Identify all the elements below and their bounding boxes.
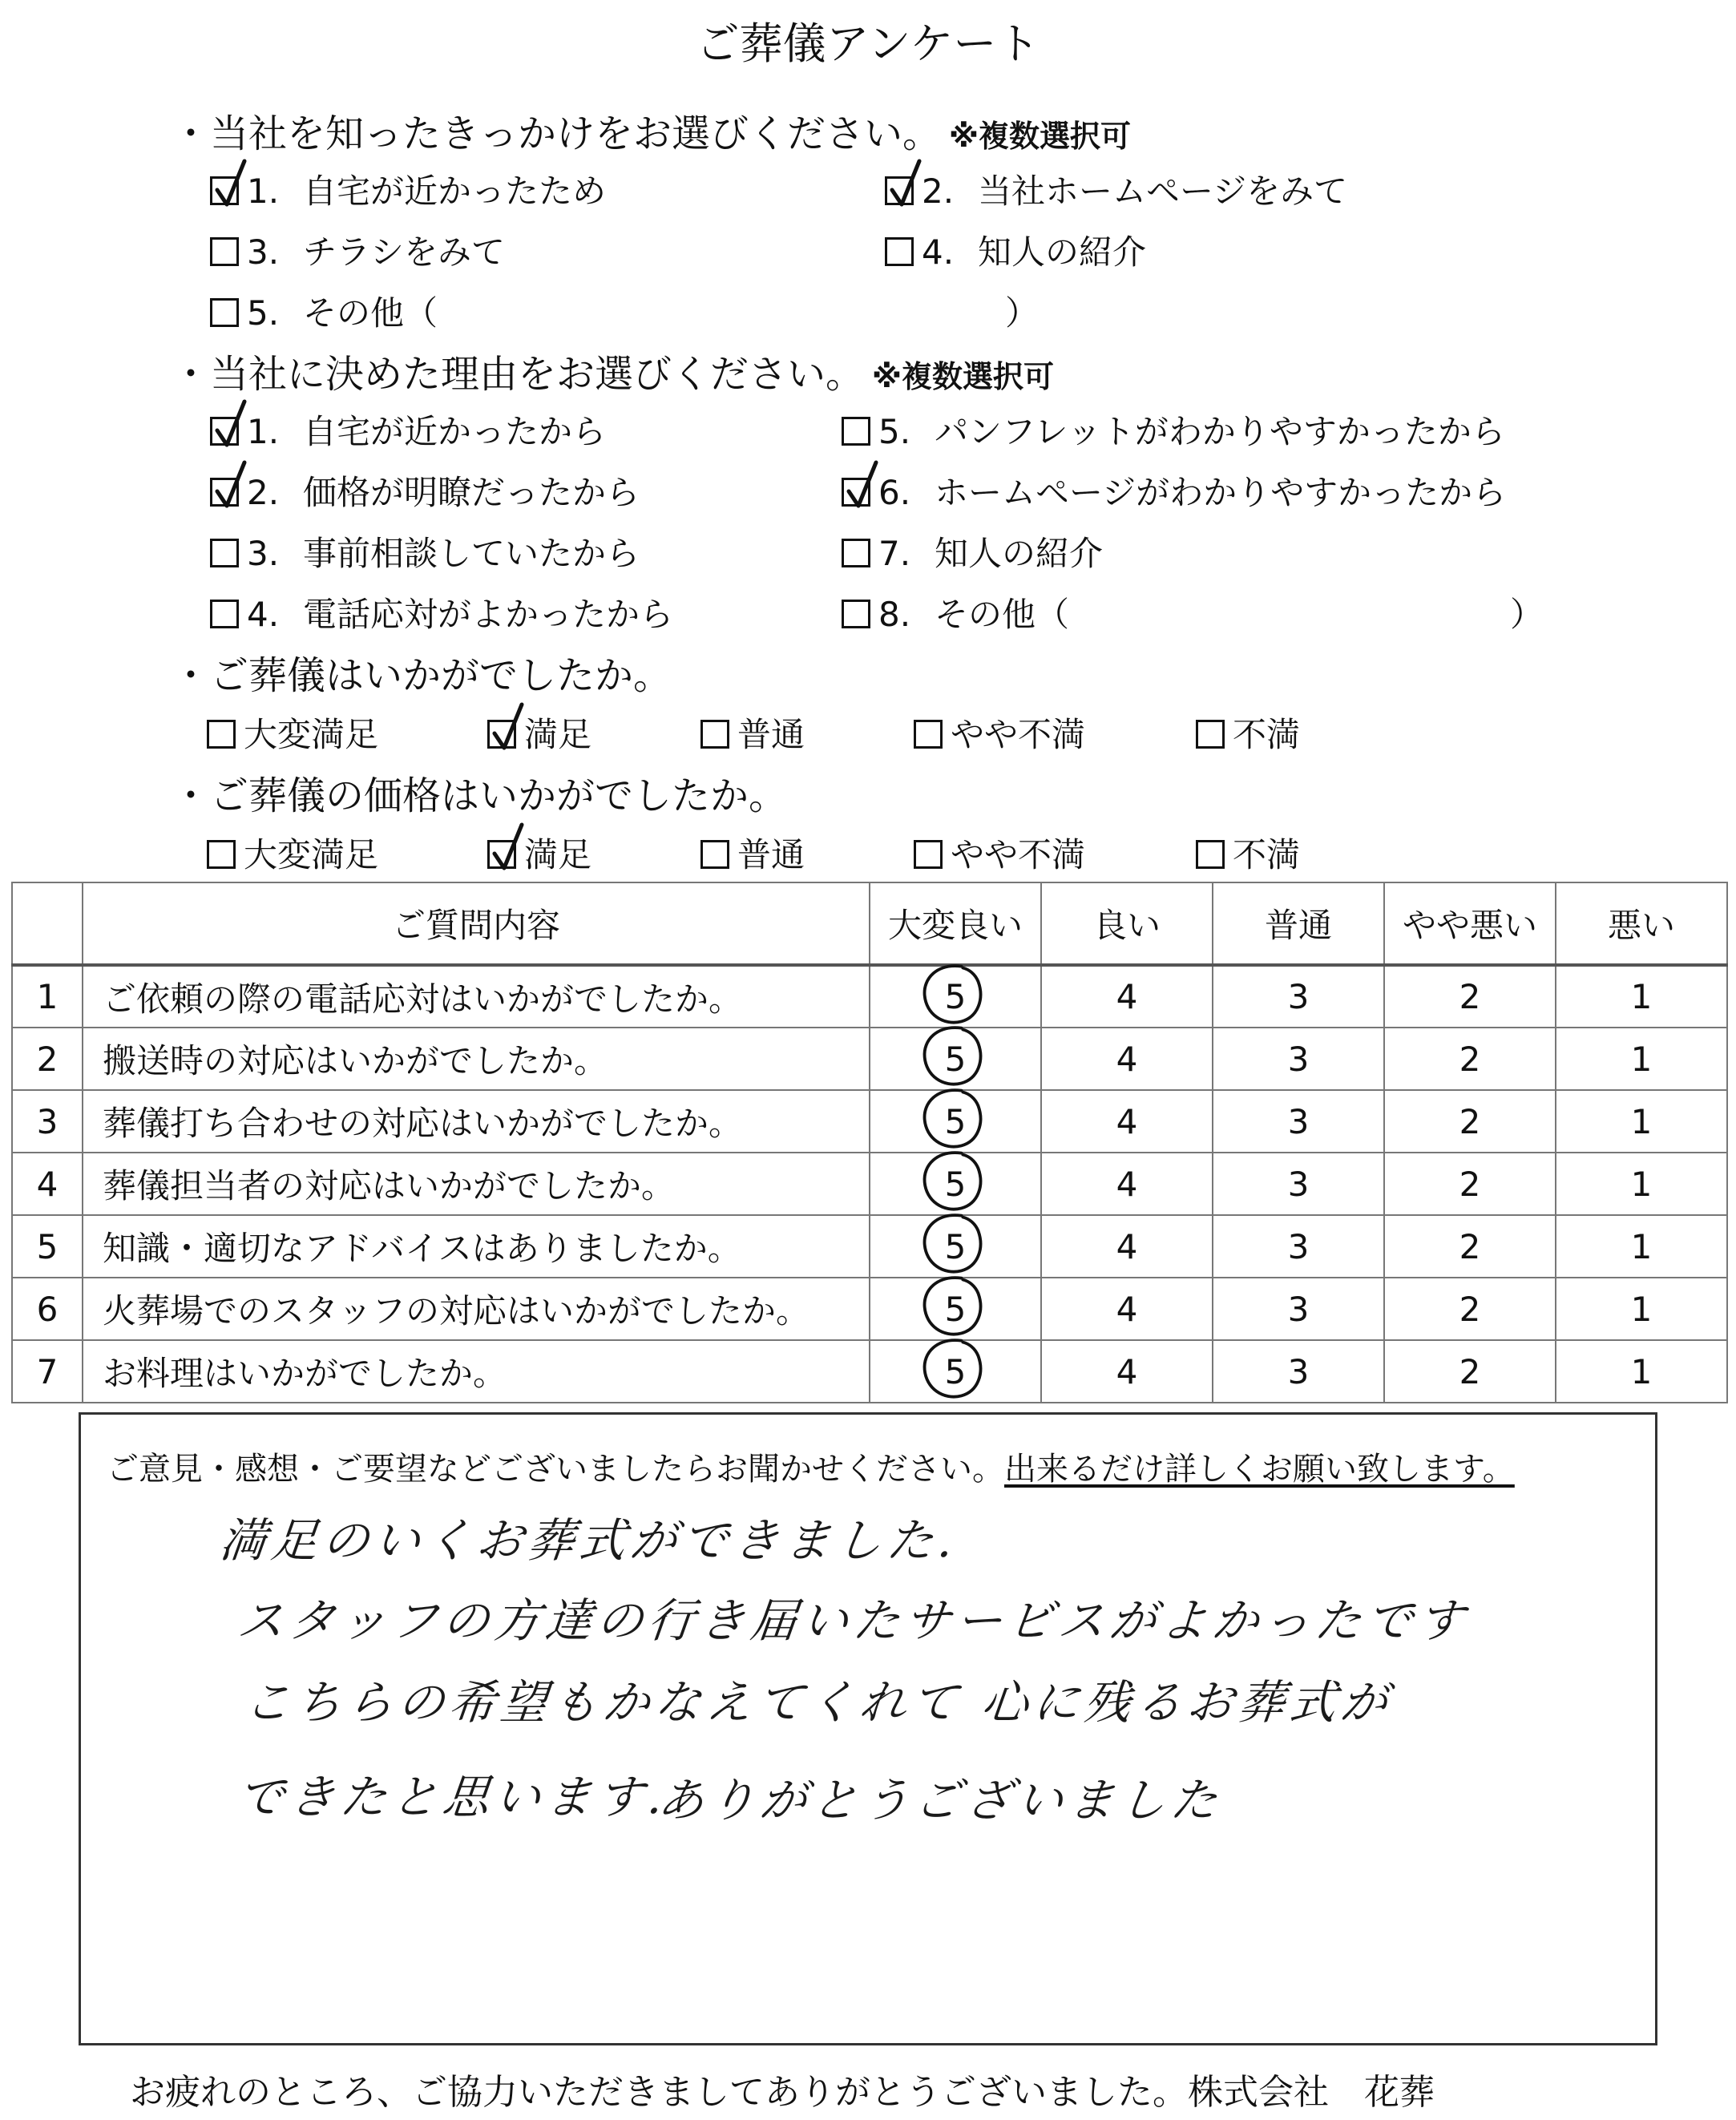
q1-other-close-paren: ）: [1005, 293, 1040, 333]
q3-heading: ・ご葬儀はいかがでしたか。: [172, 653, 672, 698]
q4-option-4-checkbox[interactable]: [914, 840, 943, 869]
rating-value: 3: [1287, 1164, 1310, 1204]
handwritten-line-1: 満足のいくお葬式ができました.: [216, 1513, 961, 1568]
rating-value: 4: [1116, 1226, 1138, 1266]
rating-cell-4[interactable]: [1041, 1215, 1213, 1278]
q2-option-4-checkbox[interactable]: [210, 600, 239, 628]
rating-cell-2[interactable]: [1384, 1153, 1556, 1215]
q1-option-3-label: チラシをみて: [303, 232, 506, 272]
q1-option-5-number: 5.: [247, 293, 280, 333]
q1-note: ※複数選択可: [949, 119, 1131, 154]
q2-option-3-checkbox[interactable]: [210, 539, 239, 567]
q1-option-3-checkbox[interactable]: [210, 237, 239, 266]
row-question: 搬送時の対応はいかがでしたか。: [83, 1028, 870, 1090]
q4-option-1-label: 大変満足: [244, 835, 379, 874]
q1-option-4-number: 4.: [922, 232, 955, 272]
q1-option-2[interactable]: [885, 165, 1347, 213]
q3-option-5-label: 不満: [1233, 715, 1301, 754]
rating-value: 3: [1287, 1351, 1310, 1391]
q1-option-5[interactable]: [210, 287, 438, 335]
q2-option-8[interactable]: [842, 588, 1069, 636]
rating-value: 1: [1630, 1101, 1653, 1141]
rating-value: 5: [944, 1164, 967, 1204]
rating-value: 4: [1116, 1039, 1138, 1079]
rating-cell-3[interactable]: [1213, 1090, 1384, 1153]
table-body: [12, 965, 1727, 1403]
q2-heading-text: ・当社に決めた理由をお選びください。: [172, 352, 865, 397]
q4-option-2-checkbox[interactable]: [487, 840, 516, 869]
q2-option-1-label: 自宅が近かったから: [303, 412, 607, 451]
row-number: 1: [12, 965, 83, 1028]
q2-option-4-label: 電話応対がよかったから: [303, 595, 674, 634]
q3-option-5-checkbox[interactable]: [1196, 720, 1225, 749]
rating-cell-4[interactable]: [1041, 1090, 1213, 1153]
rating-value: 1: [1630, 1039, 1653, 1079]
rating-value: 1: [1630, 1289, 1653, 1329]
q2-option-8-checkbox[interactable]: [842, 600, 870, 628]
q2-option-8-label: その他（: [935, 595, 1070, 634]
q4-option-3[interactable]: [700, 829, 805, 877]
rating-value: 2: [1459, 977, 1481, 1016]
row-question: 知識・適切なアドバイスはありましたか。: [83, 1215, 870, 1278]
q2-option-4[interactable]: [210, 588, 673, 636]
q1-option-4-checkbox[interactable]: [885, 237, 914, 266]
rating-value: 4: [1116, 1101, 1138, 1141]
q1-option-3[interactable]: [210, 226, 505, 274]
q1-option-3-number: 3.: [247, 232, 280, 272]
q1-option-1-number: 1.: [247, 172, 280, 211]
q1-option-4[interactable]: [885, 226, 1146, 274]
table-row: [12, 1090, 1727, 1153]
rating-value: 4: [1116, 1289, 1138, 1329]
rating-value: 5: [944, 1226, 967, 1266]
rating-value: 5: [944, 1101, 967, 1141]
rating-cell-5[interactable]: [870, 1340, 1041, 1403]
q3-option-1-label: 大変満足: [244, 715, 379, 754]
table-row: [12, 1153, 1727, 1215]
rating-value: 1: [1630, 977, 1653, 1016]
q2-option-5-number: 5.: [878, 412, 911, 451]
rating-value: 5: [944, 1351, 967, 1391]
rating-cell-1[interactable]: [1556, 965, 1727, 1028]
rating-table: [11, 882, 1728, 1403]
table-row: [12, 1028, 1727, 1090]
q4-option-5-checkbox[interactable]: [1196, 840, 1225, 869]
table-row: [12, 1340, 1727, 1403]
rating-cell-4[interactable]: [1041, 1028, 1213, 1090]
rating-value: 2: [1459, 1289, 1481, 1329]
q4-option-1-checkbox[interactable]: [207, 840, 236, 869]
rating-cell-1[interactable]: [1556, 1340, 1727, 1403]
rating-value: 2: [1459, 1039, 1481, 1079]
rating-value: 4: [1116, 1164, 1138, 1204]
rating-cell-2[interactable]: [1384, 1278, 1556, 1340]
row-question: 葬儀担当者の対応はいかがでしたか。: [83, 1153, 870, 1215]
rating-value: 1: [1630, 1351, 1653, 1391]
rating-value: 3: [1287, 977, 1310, 1016]
checkmark-icon: [212, 459, 260, 515]
q2-other-close-paren: ）: [1510, 595, 1544, 634]
rating-cell-2[interactable]: [1384, 1340, 1556, 1403]
q2-option-3-label: 事前相談していたから: [303, 534, 640, 573]
row-number: 2: [12, 1028, 83, 1090]
q3-option-3[interactable]: [700, 709, 805, 757]
q2-option-5-checkbox[interactable]: [842, 417, 870, 446]
q2-option-1[interactable]: [210, 406, 606, 454]
row-question: ご依頼の際の電話応対はいかがでしたか。: [83, 965, 870, 1028]
rating-value: 3: [1287, 1101, 1310, 1141]
rating-value: 5: [944, 1039, 967, 1079]
q4-option-2-label: 満足: [524, 835, 592, 874]
rating-cell-2[interactable]: [1384, 965, 1556, 1028]
q4-option-3-label: 普通: [737, 835, 805, 874]
rating-cell-1[interactable]: [1556, 1153, 1727, 1215]
q1-option-1-label: 自宅が近かったため: [303, 172, 607, 211]
handwritten-line-5: ありがとうございました: [654, 1773, 1225, 1827]
rating-cell-1[interactable]: [1556, 1028, 1727, 1090]
q3-option-2[interactable]: [487, 709, 591, 757]
q2-option-1-checkbox[interactable]: [210, 417, 239, 446]
q1-option-2-checkbox[interactable]: [885, 176, 914, 205]
q2-option-8-number: 8.: [878, 595, 911, 634]
q2-option-2-checkbox[interactable]: [210, 478, 239, 507]
comment-prompt-text: ご意見・感想・ご要望などございましたらお聞かせください。: [107, 1451, 1004, 1488]
q4-option-2[interactable]: [487, 829, 591, 877]
rating-cell-3[interactable]: [1213, 965, 1384, 1028]
row-question: 葬儀打ち合わせの対応はいかがでしたか。: [83, 1090, 870, 1153]
handwritten-line-2: スタッフの方達の行き届いたサービスがよかったです: [234, 1593, 1472, 1648]
q2-option-2-label: 価格が明瞭だったから: [303, 473, 640, 512]
q4-option-4-label: やや不満: [951, 835, 1086, 874]
handwritten-line-3: こちらの希望もかなえてくれて 心に残るお葬式が: [240, 1675, 1395, 1730]
table-header-row: [12, 882, 1727, 965]
row-question: 火葬場でのスタッフの対応はいかがでしたか。: [83, 1278, 870, 1340]
checkmark-icon: [887, 158, 935, 214]
q2-option-3-number: 3.: [247, 534, 280, 573]
rating-value: 2: [1459, 1351, 1481, 1391]
q2-option-7-label: 知人の紹介: [935, 534, 1104, 573]
rating-cell-5[interactable]: [870, 1028, 1041, 1090]
q2-option-6-label: ホームページがわかりやすかったから: [935, 473, 1507, 512]
rating-cell-5[interactable]: [870, 1153, 1041, 1215]
rating-cell-5[interactable]: [870, 1090, 1041, 1153]
q2-option-7-number: 7.: [878, 534, 911, 573]
rating-value: 4: [1116, 1351, 1138, 1391]
header-question: ご質問内容: [83, 882, 870, 965]
comment-box[interactable]: [79, 1412, 1657, 2045]
q2-option-5[interactable]: [842, 406, 1505, 454]
row-number: 5: [12, 1215, 83, 1278]
q3-option-4-checkbox[interactable]: [914, 720, 943, 749]
rating-cell-3[interactable]: [1213, 1215, 1384, 1278]
rating-value: 1: [1630, 1226, 1653, 1266]
rating-cell-5[interactable]: [870, 965, 1041, 1028]
comment-prompt: [107, 1444, 1515, 1489]
q4-option-5-label: 不満: [1233, 835, 1301, 874]
q2-option-6-number: 6.: [878, 473, 911, 512]
q3-option-2-label: 満足: [524, 715, 592, 754]
q3-option-4-label: やや不満: [951, 715, 1086, 754]
header-index: [12, 882, 83, 965]
q2-option-7[interactable]: [842, 527, 1103, 575]
q2-option-7-checkbox[interactable]: [842, 539, 870, 567]
q1-option-1-checkbox[interactable]: [210, 176, 239, 205]
footer-text: お疲れのところ、ご協力いただきましてありがとうございました。株式会社 花葬: [130, 2072, 1435, 2113]
checkmark-icon: [490, 701, 538, 757]
checkmark-icon: [212, 158, 260, 214]
row-number: 6: [12, 1278, 83, 1340]
header-scale-4: 良い: [1041, 882, 1213, 965]
q3-option-2-checkbox[interactable]: [487, 720, 516, 749]
q2-option-5-label: パンフレットがわかりやすかったから: [935, 412, 1505, 451]
q2-option-6[interactable]: [842, 466, 1506, 515]
header-scale-5: 大変良い: [870, 882, 1041, 965]
q3-option-5[interactable]: [1196, 709, 1300, 757]
row-number: 7: [12, 1340, 83, 1403]
q4-option-5[interactable]: [1196, 829, 1300, 877]
handwritten-line-4: できたと思います.: [234, 1770, 671, 1824]
q2-option-1-number: 1.: [247, 412, 280, 451]
q2-option-2[interactable]: [210, 466, 640, 515]
q1-option-1[interactable]: [210, 165, 606, 213]
q2-heading: [172, 343, 1054, 398]
rating-cell-1[interactable]: [1556, 1090, 1727, 1153]
q2-option-4-number: 4.: [247, 595, 280, 634]
q3-option-1[interactable]: [207, 709, 378, 757]
header-scale-3: 普通: [1213, 882, 1384, 965]
rating-cell-3[interactable]: [1213, 1153, 1384, 1215]
q2-option-6-checkbox[interactable]: [842, 478, 870, 507]
rating-value: 3: [1287, 1289, 1310, 1329]
q2-note: ※複数選択可: [872, 359, 1054, 394]
q3-option-3-label: 普通: [737, 715, 805, 754]
rating-cell-4[interactable]: [1041, 1340, 1213, 1403]
rating-cell-3[interactable]: [1213, 1278, 1384, 1340]
rating-cell-4[interactable]: [1041, 965, 1213, 1028]
rating-value: 3: [1287, 1039, 1310, 1079]
q3-option-3-checkbox[interactable]: [700, 720, 729, 749]
rating-cell-1[interactable]: [1556, 1215, 1727, 1278]
rating-cell-2[interactable]: [1384, 1028, 1556, 1090]
rating-cell-2[interactable]: [1384, 1215, 1556, 1278]
q4-option-1[interactable]: [207, 829, 378, 877]
page-title: ご葬儀アンケート: [696, 18, 1040, 69]
comment-prompt-emphasis: 出来るだけ詳しくお願い致します。: [1004, 1451, 1515, 1488]
q3-option-4[interactable]: [914, 709, 1085, 757]
row-number: 3: [12, 1090, 83, 1153]
q1-option-5-checkbox[interactable]: [210, 298, 239, 327]
rating-cell-1[interactable]: [1556, 1278, 1727, 1340]
q2-option-2-number: 2.: [247, 473, 280, 512]
rating-value: 2: [1459, 1164, 1481, 1204]
row-question: お料理はいかがでしたか。: [83, 1340, 870, 1403]
rating-cell-4[interactable]: [1041, 1153, 1213, 1215]
q1-option-4-label: 知人の紹介: [978, 232, 1147, 272]
rating-cell-3[interactable]: [1213, 1340, 1384, 1403]
rating-value: 3: [1287, 1226, 1310, 1266]
checkmark-icon: [844, 459, 892, 515]
q1-heading-text: ・当社を知ったきっかけをお選びください。: [172, 111, 942, 156]
rating-cell-3[interactable]: [1213, 1028, 1384, 1090]
table-row: [12, 1215, 1727, 1278]
rating-value: 2: [1459, 1226, 1481, 1266]
rating-value: 5: [944, 1289, 967, 1329]
q2-option-3[interactable]: [210, 527, 640, 575]
q4-heading: ・ご葬儀の価格はいかがでしたか。: [172, 773, 788, 818]
q1-option-5-label: その他（: [303, 293, 438, 333]
rating-value: 2: [1459, 1101, 1481, 1141]
q1-option-2-number: 2.: [922, 172, 955, 211]
rating-value: 4: [1116, 977, 1138, 1016]
rating-cell-2[interactable]: [1384, 1090, 1556, 1153]
row-number: 4: [12, 1153, 83, 1215]
header-scale-1: 悪い: [1556, 882, 1727, 965]
rating-cell-5[interactable]: [870, 1215, 1041, 1278]
header-scale-2: やや悪い: [1384, 882, 1556, 965]
q3-option-1-checkbox[interactable]: [207, 720, 236, 749]
table-row: [12, 1278, 1727, 1340]
checkmark-icon: [212, 398, 260, 454]
q4-option-3-checkbox[interactable]: [700, 840, 729, 869]
q1-option-2-label: 当社ホームページをみて: [978, 172, 1348, 211]
q1-heading: [172, 103, 1131, 158]
rating-cell-4[interactable]: [1041, 1278, 1213, 1340]
checkmark-icon: [490, 822, 538, 878]
q4-option-4[interactable]: [914, 829, 1085, 877]
rating-value: 5: [944, 977, 967, 1016]
table-row: [12, 965, 1727, 1028]
rating-value: 1: [1630, 1164, 1653, 1204]
rating-cell-5[interactable]: [870, 1278, 1041, 1340]
